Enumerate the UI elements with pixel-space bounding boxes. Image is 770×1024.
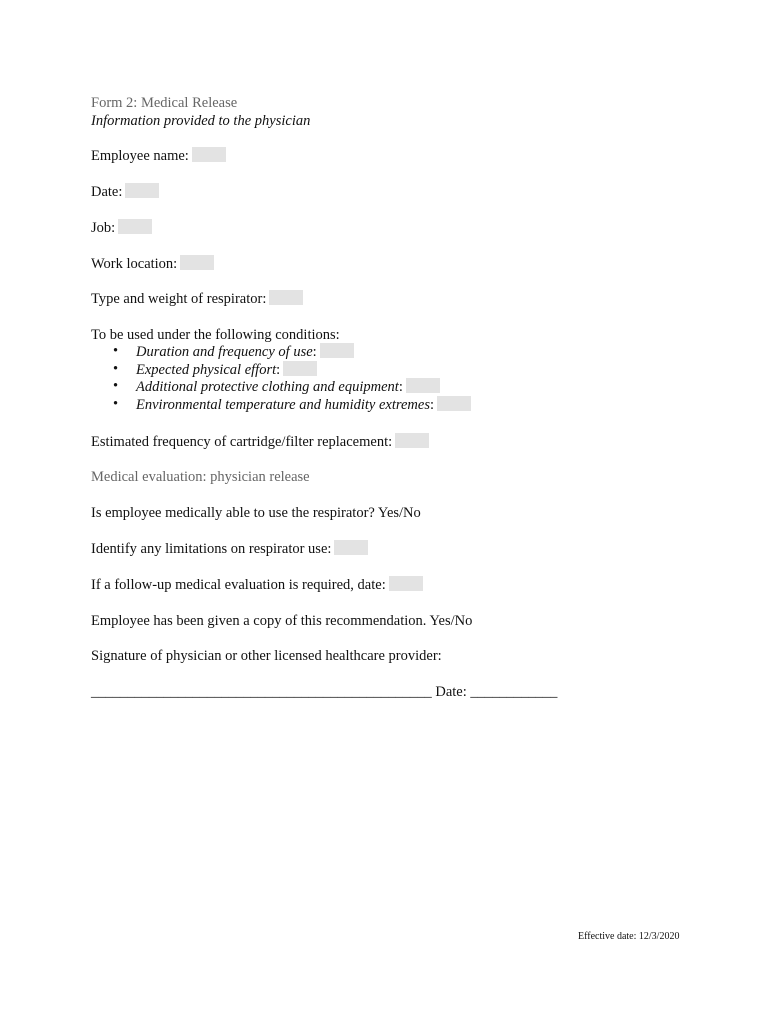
- followup-date-field[interactable]: [389, 576, 423, 591]
- section-heading: Medical evaluation: physician release: [91, 469, 310, 485]
- protective-clothing-field[interactable]: [406, 378, 440, 393]
- employee-name-field[interactable]: [192, 147, 226, 162]
- condition-label: Duration and frequency of use: [136, 344, 313, 360]
- physical-effort-field[interactable]: [283, 361, 317, 376]
- form-title: Form 2: Medical Release: [91, 95, 238, 111]
- cartridge-label: Estimated frequency of cartridge/filter replacement:: [91, 434, 393, 450]
- work-location-label: Work location:: [91, 256, 178, 272]
- work-location-field[interactable]: [180, 255, 214, 270]
- job-row: [91, 219, 152, 237]
- condition-colon: :: [312, 344, 317, 360]
- limitations-label: Identify any limitations on respirator use:: [91, 541, 332, 557]
- limitations-row: [91, 540, 368, 558]
- list-item: [91, 378, 471, 396]
- followup-label: If a follow-up medical evaluation is required, date:: [91, 577, 386, 593]
- list-item: [91, 361, 471, 379]
- employee-name-row: [91, 147, 226, 165]
- medically-able-question: Is employee medically able to use the respirator? Yes/No: [91, 505, 421, 521]
- bullet: •: [113, 396, 119, 413]
- cartridge-field[interactable]: [395, 433, 429, 448]
- bullet: •: [113, 360, 119, 377]
- copy-given-statement: Employee has been given a copy of this recommendation. Yes/No: [91, 613, 473, 629]
- form-subtitle: Information provided to the physician: [91, 113, 311, 129]
- respirator-field[interactable]: [269, 290, 303, 305]
- signature-label: Signature of physician or other licensed healthcare provider:: [91, 648, 442, 664]
- condition-colon: :: [276, 361, 281, 378]
- date-row: [91, 183, 159, 201]
- duration-frequency-field[interactable]: [320, 343, 354, 358]
- conditions-list: [91, 343, 471, 414]
- date-field[interactable]: [125, 183, 159, 198]
- temperature-humidity-field[interactable]: [437, 396, 471, 411]
- bullet: •: [113, 378, 119, 395]
- condition-colon: :: [429, 397, 434, 414]
- respirator-row: [91, 290, 303, 308]
- job-field[interactable]: [118, 219, 152, 234]
- condition-label: Expected physical effort: [136, 361, 277, 378]
- list-item: [91, 396, 471, 414]
- cartridge-row: [91, 433, 429, 451]
- list-item: [91, 343, 471, 361]
- date-label: Date:: [91, 184, 123, 200]
- condition-label: Additional protective clothing and equipment: [136, 379, 399, 396]
- followup-row: [91, 576, 423, 594]
- limitations-field[interactable]: [334, 540, 368, 555]
- respirator-label: Type and weight of respirator:: [91, 291, 267, 307]
- signature-date-line[interactable]: _______________________________________________ Date: ____________: [91, 684, 558, 700]
- job-label: Job:: [91, 220, 116, 236]
- bullet: •: [113, 343, 119, 359]
- conditions-label: To be used under the following conditions:: [91, 327, 340, 343]
- effective-date: Effective date: 12/3/2020: [578, 931, 680, 942]
- work-location-row: [91, 255, 214, 273]
- condition-label: Environmental temperature and humidity extremes: [136, 397, 430, 414]
- condition-colon: :: [398, 379, 403, 396]
- employee-name-label: Employee name:: [91, 148, 189, 164]
